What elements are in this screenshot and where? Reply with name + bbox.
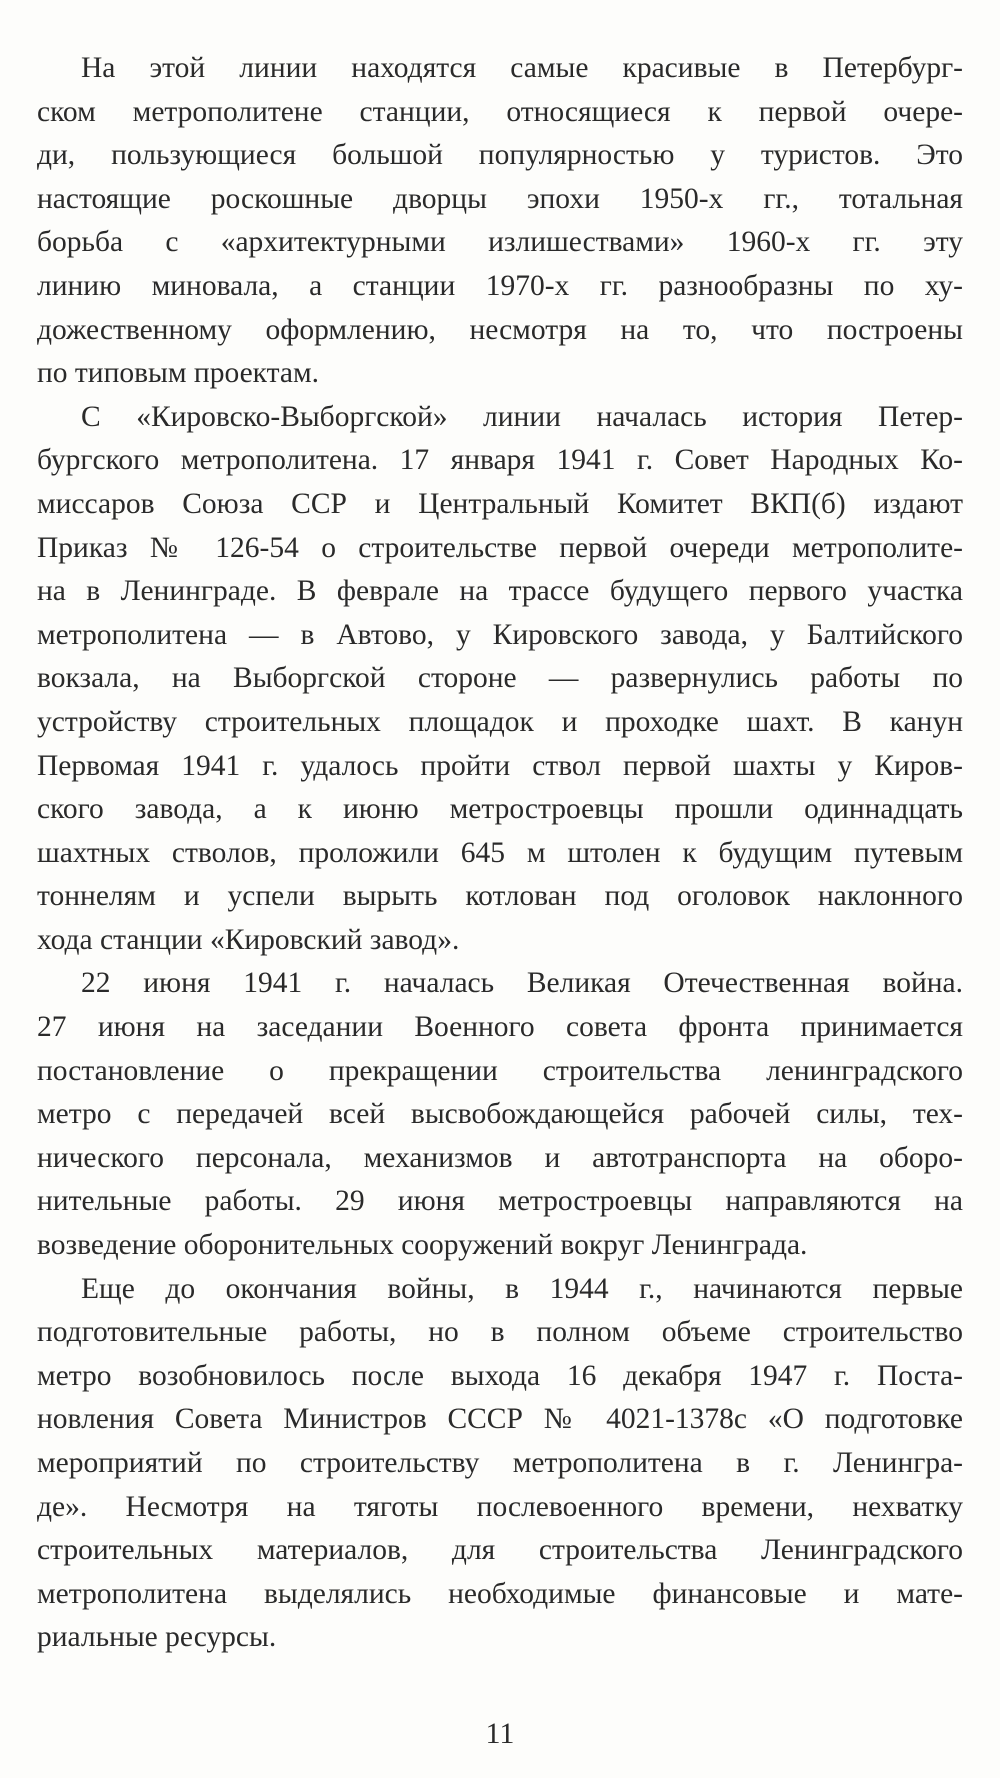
paragraph-2-line: вокзала, на Выборгской стороне — развернулись работы по <box>37 662 963 695</box>
paragraph-1-line: На этой линии находятся самые красивые в Петербург- <box>81 52 963 84</box>
paragraph-2-line: метрополитена — в Автово, у Кировского завода, у Балтийского <box>37 618 963 651</box>
paragraph-1-line: настоящие роскошные дворцы эпохи 1950-х гг., тотальная <box>37 182 963 215</box>
paragraph-4-line: новления Совета Министров СССР № 4021-1378с «О подготовке <box>37 1403 963 1436</box>
paragraph-2-line: тоннелям и успели вырыть котлован под оголовок наклонного <box>37 880 963 913</box>
paragraph-3-line: постановление о прекращении строительства ленинградского <box>37 1054 963 1087</box>
paragraph-3-line: 22 июня 1941 г. началась Великая Отечественная война. <box>81 967 963 1000</box>
paragraph-1-line: дожественному оформлению, несмотря на то, что построены <box>37 313 963 346</box>
paragraph-4-line: метрополитена выделялись необходимые финансовые и мате- <box>37 1577 963 1610</box>
paragraph-4-line: Еще до окончания войны, в 1944 г., начинаются первые <box>81 1272 963 1305</box>
paragraph-4-line: мероприятий по строительству метрополитена в г. Ленингра- <box>37 1447 963 1479</box>
page-body-text <box>37 47 963 1660</box>
paragraph-2-line: шахтных стволов, проложили 645 м штолен к будущим путевым <box>37 836 963 869</box>
paragraph-3-line: нительные работы. 29 июня метростроевцы направляются на <box>37 1185 963 1218</box>
paragraph-2-line: бургского метрополитена. 17 января 1941 г. Совет Народных Ко- <box>37 444 963 477</box>
paragraph-1-line: борьба с «архитектурными излишествами» 1960-х гг. эту <box>37 226 963 259</box>
paragraph-3-line: возведение оборонительных сооружений вокруг Ленинграда. <box>37 1229 808 1262</box>
page-number: 11 <box>485 1717 515 1750</box>
paragraph-4-line: строительных материалов, для строительства Ленинградского <box>37 1534 963 1567</box>
paragraph-2-line: ского завода, а к июню метростроевцы прошли одиннадцать <box>37 793 963 826</box>
paragraph-4-line: подготовительные работы, но в полном объеме строительство <box>37 1316 963 1349</box>
paragraph-4-line: метро возобновилось после выхода 16 декабря 1947 г. Поста- <box>37 1359 963 1392</box>
paragraph-3-line: 27 июня на заседании Военного совета фронта принимается <box>37 1011 963 1044</box>
paragraph-2-line: на в Ленинграде. В феврале на трассе будущего первого участка <box>37 575 963 608</box>
paragraph-2-line: Приказ № 126-54 о строительстве первой очереди метрополите- <box>37 531 963 564</box>
paragraph-1-line: ском метрополитене станции, относящиеся к первой очере- <box>37 95 963 128</box>
paragraph-2-line: устройству строительных площадок и проходке шахт. В канун <box>37 705 963 738</box>
paragraph-1-line: линию миновала, а станции 1970-х гг. разнообразны по ху- <box>37 269 963 302</box>
paragraph-2-line: С «Кировско-Выборгской» линии началась история Петер- <box>81 400 963 433</box>
paragraph-3-line: нического персонала, механизмов и автотранспорта на оборо- <box>37 1141 963 1174</box>
paragraph-1-line: ди, пользующиеся большой популярностью у туристов. Это <box>37 139 963 172</box>
paragraph-3-line: метро с передачей всей высвобождающейся рабочей силы, тех- <box>37 1098 963 1131</box>
paragraph-4-line: риальные ресурсы. <box>37 1621 277 1654</box>
paragraph-2-line: миссаров Союза ССР и Центральный Комитет ВКП(б) издают <box>37 487 963 520</box>
paragraph-1-line: по типовым проектам. <box>37 357 319 390</box>
paragraph-4-line: де». Несмотря на тяготы послевоенного времени, нехватку <box>37 1490 963 1523</box>
paragraph-2-line: Первомая 1941 г. удалось пройти ствол первой шахты у Киров- <box>37 749 963 782</box>
paragraph-2-line: хода станции «Кировский завод». <box>37 923 460 956</box>
